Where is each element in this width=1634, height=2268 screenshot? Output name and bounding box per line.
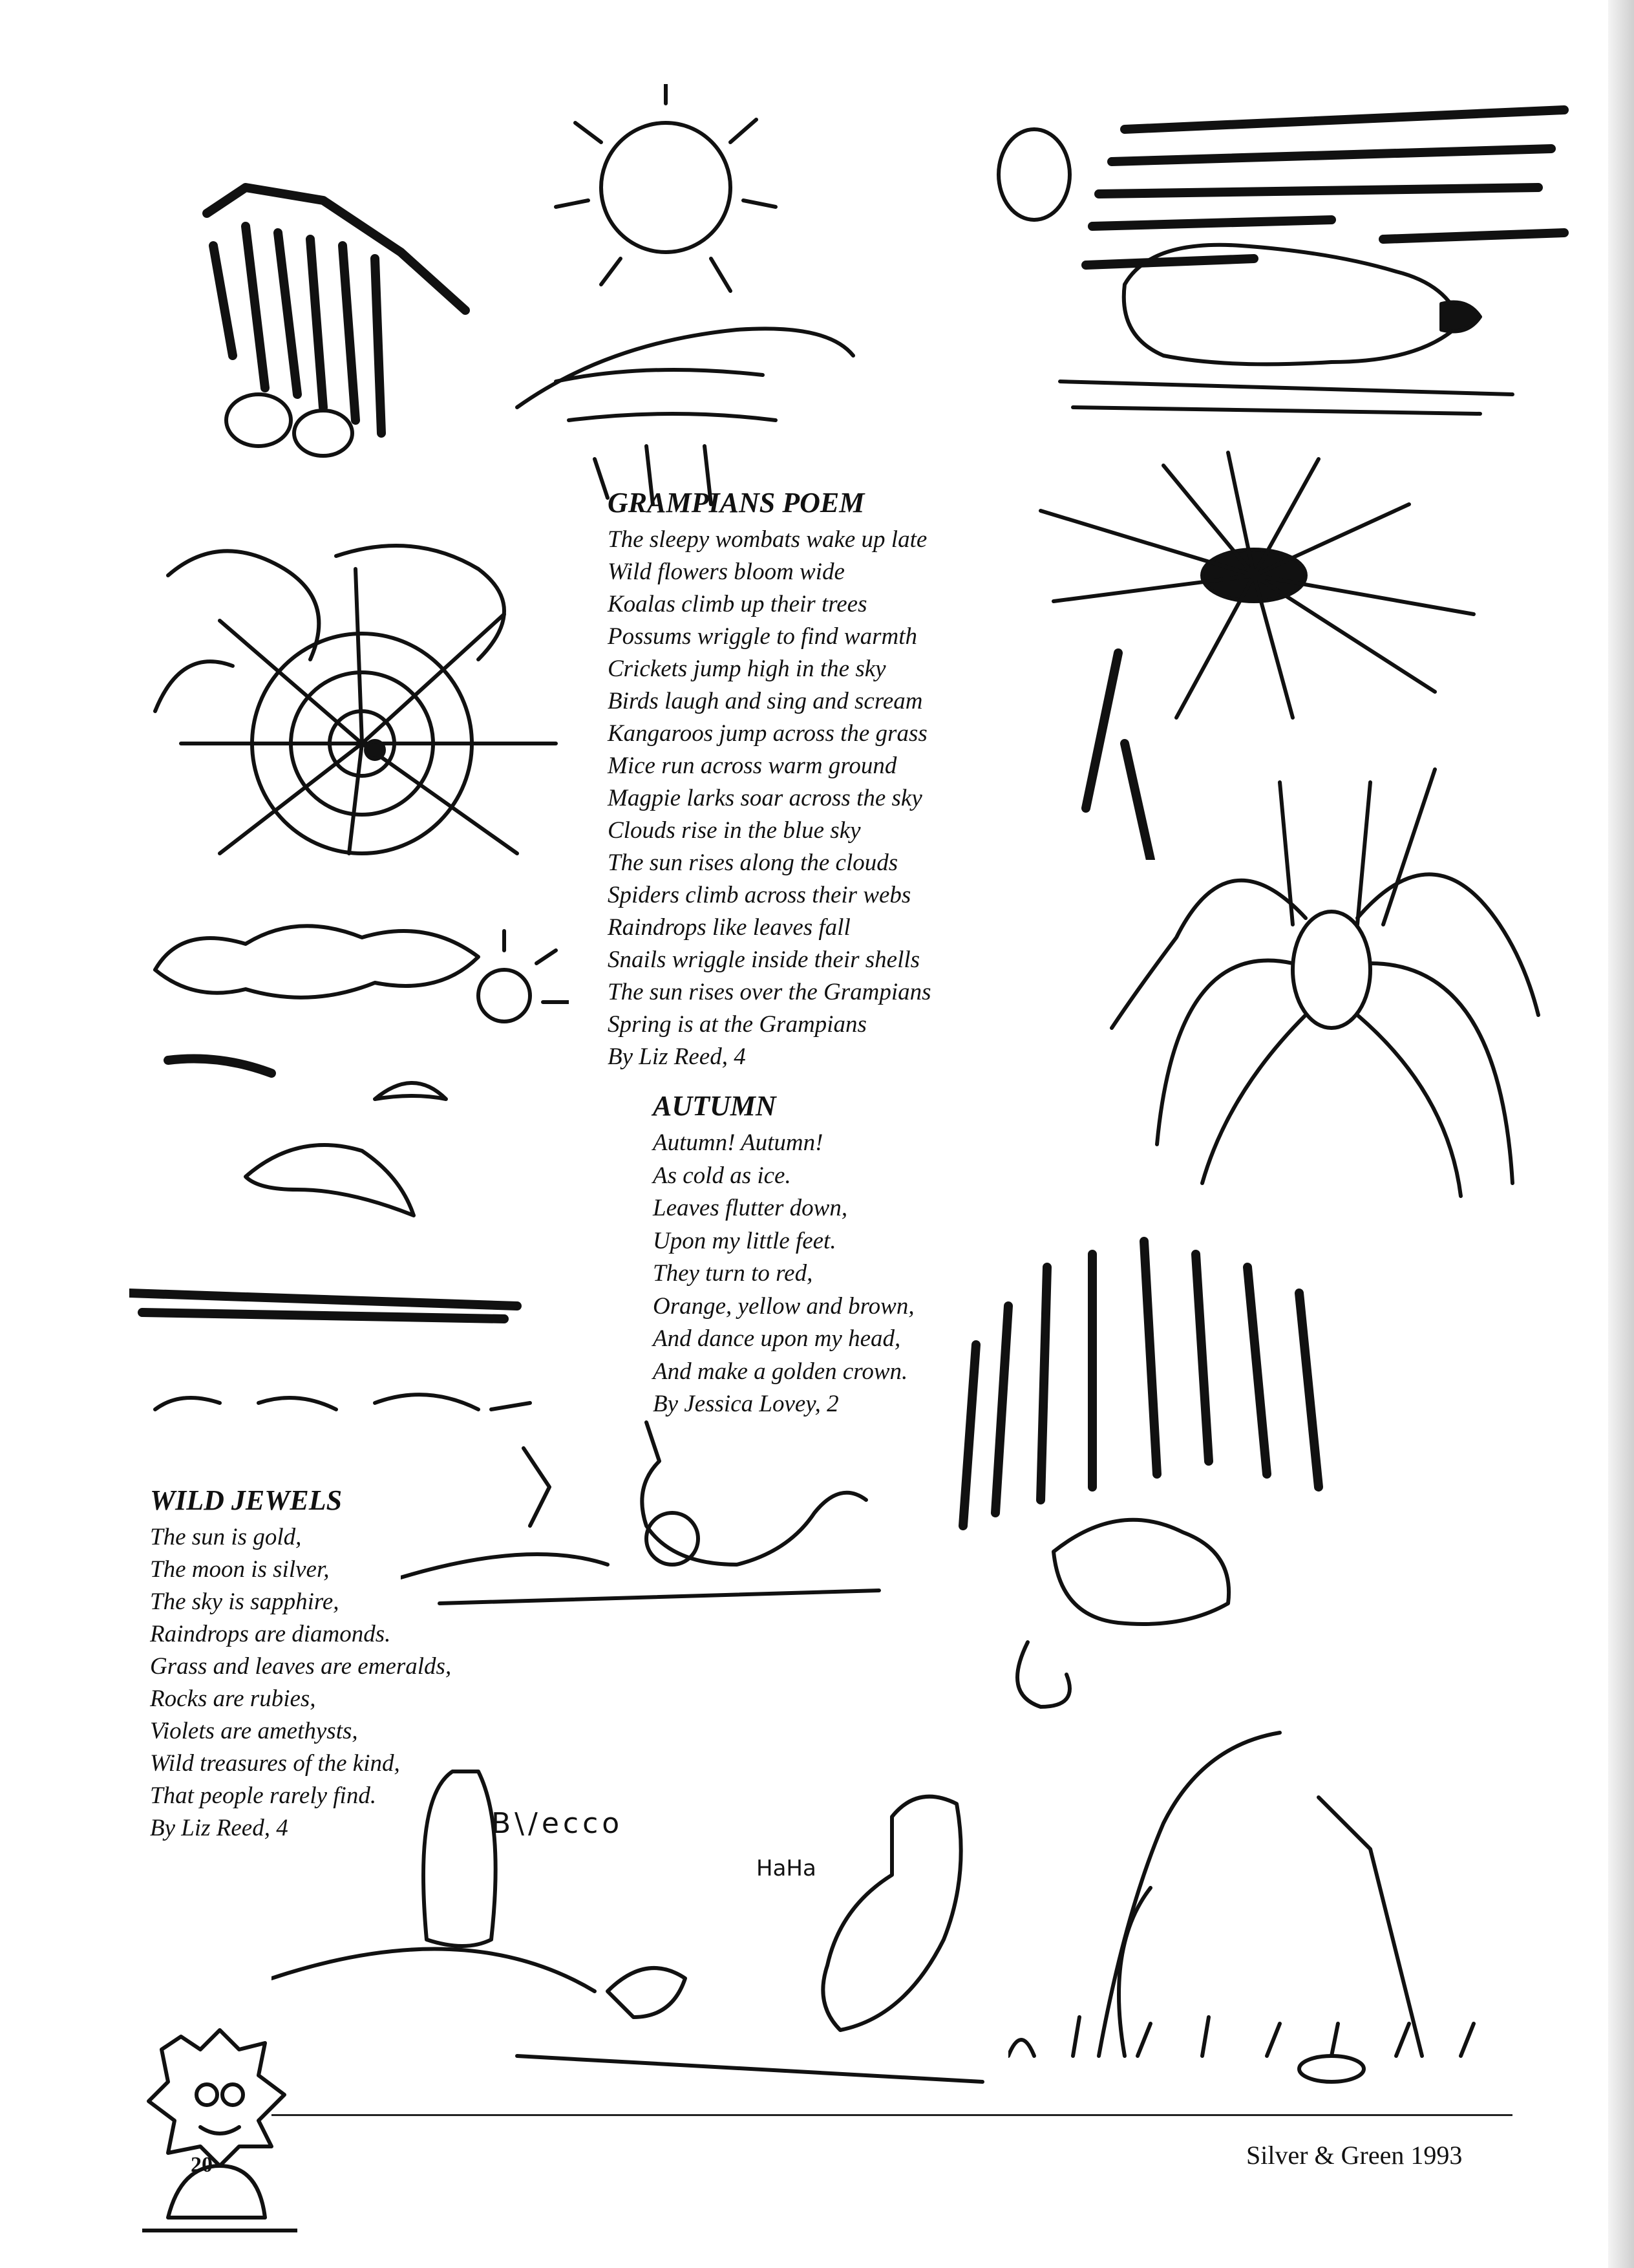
poem-line: And dance upon my head, [653,1325,901,1352]
stick-insects-drawing [1008,1720,1525,2095]
poem-line: Rocks are rubies, [150,1685,316,1712]
poem-line: Spring is at the Grampians [608,1011,867,1038]
poem-line: Wild flowers bloom wide [608,559,845,585]
poem-line: That people rarely find. [150,1782,377,1809]
poem-line: Birds laugh and sing and scream [608,688,923,714]
poem-line: The sleepy wombats wake up late [608,526,928,553]
wombat-drawing [931,91,1577,427]
poem-line: Autumn! Autumn! [653,1129,823,1156]
poem-line: The sun is gold, [150,1524,302,1550]
grampians-poem-title: GRAMPIANS POEM [608,487,865,519]
sun-mountain-drawing [155,84,931,511]
poem-line: Magpie larks soar across the sky [608,785,922,811]
poem-line: Grass and leaves are emeralds, [150,1653,452,1680]
poem-line: And make a golden crown. [653,1358,908,1385]
poem-line: Spiders climb across their webs [608,882,911,908]
kookaburra-laugh-doodle-text: HaHa [756,1856,816,1881]
poem-author: By Liz Reed, 4 [608,1043,746,1070]
footer-rule [271,2114,1512,2116]
poem-line: The sun rises along the clouds [608,850,898,876]
poem-line: Clouds rise in the blue sky [608,817,861,844]
poem-line: Snails wriggle inside their shells [608,947,920,973]
grampians-poem [608,486,931,1073]
poem-line: They turn to red, [653,1260,813,1287]
poem-line: The moon is silver, [150,1556,330,1583]
poem-line: Violets are amethysts, [150,1718,358,1744]
publication-footer: Silver & Green 1993 [1246,2141,1463,2170]
poem-line: Koalas climb up their trees [608,591,867,617]
page-edge-shadow [1608,0,1634,2268]
poem-line: Mice run across warm ground [608,753,897,779]
autumn-poem [653,1089,915,1421]
bird-call-doodle-text: B\/ecco [491,1807,624,1840]
poem-line: Leaves flutter down, [653,1195,848,1221]
poem-line: The sun rises over the Grampians [608,979,931,1005]
poem-line: Crickets jump high in the sky [608,656,886,682]
poem-line: Possums wriggle to find warmth [608,623,917,650]
spider-web-drawing [142,517,582,866]
grass-possum-drawing [950,1228,1377,1733]
autumn-poem-title: AUTUMN [653,1090,776,1122]
poem-author: By Liz Reed, 4 [150,1815,288,1841]
kangaroo-drawing [401,1409,892,1629]
poem-line: Wild treasures of the kind, [150,1750,400,1777]
poem-line: The sky is sapphire, [150,1589,339,1615]
clouds-birds-drawing [142,905,569,1267]
poem-line: Orange, yellow and brown, [653,1292,915,1320]
poem-line: Upon my little feet. [653,1227,836,1254]
poem-author: By Jessica Lovey, 2 [653,1391,839,1417]
poem-line: As cold as ice. [653,1162,791,1189]
spider-drawing [1099,731,1551,1222]
page-number: 20 [191,2153,213,2177]
poem-line: Raindrops like leaves fall [608,914,851,941]
poem-line: Raindrops are diamonds. [150,1621,391,1647]
poem-line: Kangaroos jump across the grass [608,720,928,747]
frilled-lizard-mascot [142,2024,297,2237]
wild-jewels-poem [150,1484,451,1845]
wild-jewels-poem-title: WILD JEWELS [150,1484,343,1516]
